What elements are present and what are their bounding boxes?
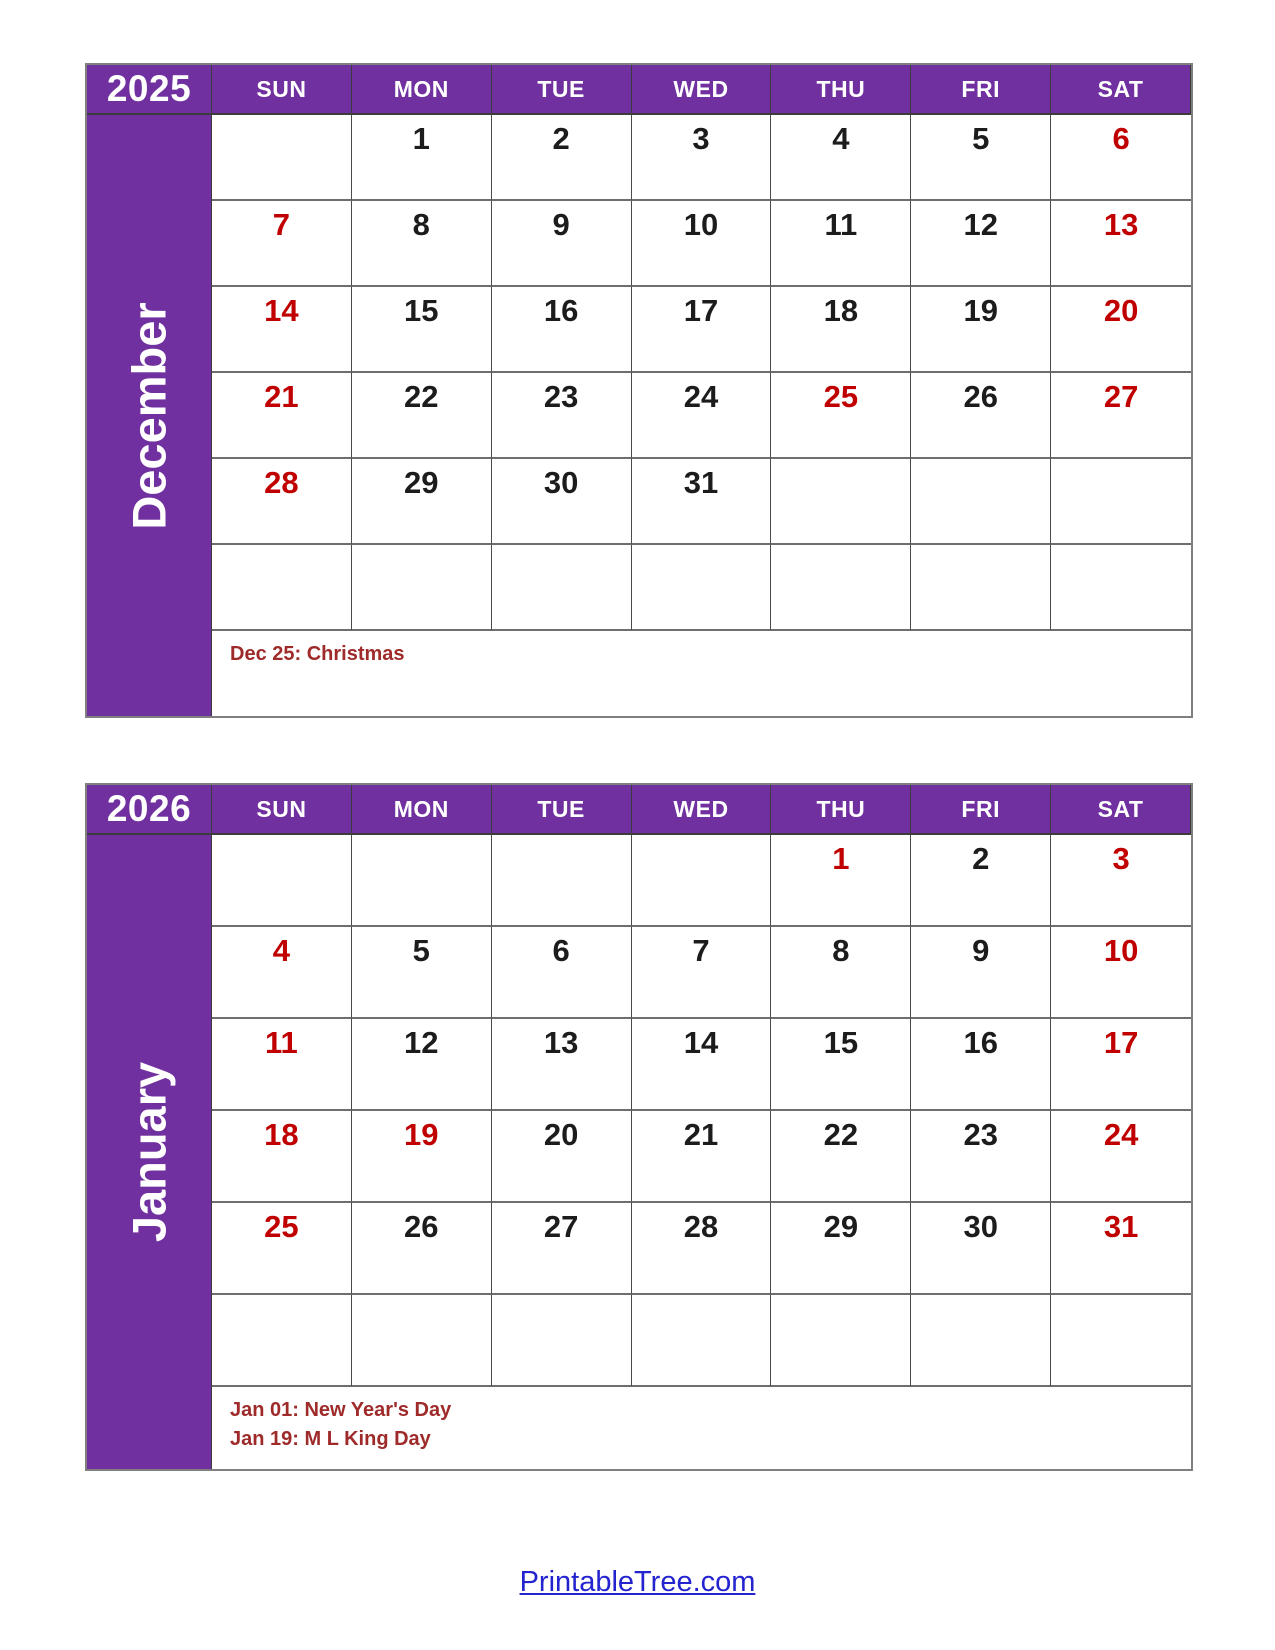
holiday-notes: [212, 631, 1191, 716]
day-header-sun: SUN: [212, 65, 352, 115]
day-header-sat: SAT: [1051, 785, 1191, 835]
day-cell: 12: [911, 201, 1051, 287]
day-cell: 17: [632, 287, 772, 373]
day-cell: 25: [212, 1203, 352, 1295]
day-cell: [771, 1295, 911, 1387]
day-cell: 1: [352, 115, 492, 201]
day-cell: [632, 1295, 772, 1387]
day-header-mon: MON: [352, 785, 492, 835]
footer: [0, 1566, 1275, 1599]
day-cell: [911, 545, 1051, 631]
day-cell: 2: [492, 115, 632, 201]
day-cell: 20: [1051, 287, 1191, 373]
day-header-tue: TUE: [492, 65, 632, 115]
day-cell: [352, 835, 492, 927]
day-cell: 13: [492, 1019, 632, 1111]
day-cell: 11: [771, 201, 911, 287]
day-cell: 26: [352, 1203, 492, 1295]
day-header-fri: FRI: [911, 785, 1051, 835]
day-cell: [911, 1295, 1051, 1387]
day-cell: 21: [212, 373, 352, 459]
month-sidebar: [87, 115, 212, 716]
day-header-tue: TUE: [492, 785, 632, 835]
day-cell: 10: [1051, 927, 1191, 1019]
day-cell: [771, 545, 911, 631]
year-label: 2026: [87, 785, 212, 835]
calendar-january-2026: [85, 783, 1193, 1471]
day-cell: 14: [632, 1019, 772, 1111]
day-cell: 9: [911, 927, 1051, 1019]
day-cell: 7: [632, 927, 772, 1019]
day-cell: 31: [1051, 1203, 1191, 1295]
day-cell: 8: [352, 201, 492, 287]
year-label: 2025: [87, 65, 212, 115]
day-cell: 15: [771, 1019, 911, 1111]
day-header-fri: FRI: [911, 65, 1051, 115]
day-cell: 28: [212, 459, 352, 545]
calendar-december-2025: [85, 63, 1193, 718]
day-cell: 29: [771, 1203, 911, 1295]
footer-link[interactable]: PrintableTree.com: [519, 1566, 756, 1598]
day-cell: 29: [352, 459, 492, 545]
day-cell: [771, 459, 911, 545]
day-cell: 26: [911, 373, 1051, 459]
day-cell: 2: [911, 835, 1051, 927]
day-cell: 27: [1051, 373, 1191, 459]
day-header-sun: SUN: [212, 785, 352, 835]
day-header-wed: WED: [632, 65, 772, 115]
day-cell: 19: [352, 1111, 492, 1203]
month-label: December: [122, 301, 176, 530]
day-cell: 15: [352, 287, 492, 373]
day-cell: [212, 115, 352, 201]
day-cell: 1: [771, 835, 911, 927]
day-cell: 31: [632, 459, 772, 545]
day-cell: 6: [492, 927, 632, 1019]
day-cell: [492, 545, 632, 631]
day-cell: [632, 545, 772, 631]
day-cell: 18: [771, 287, 911, 373]
day-cell: [911, 459, 1051, 545]
day-cell: [492, 835, 632, 927]
day-cell: 3: [632, 115, 772, 201]
day-cell: [632, 835, 772, 927]
day-cell: 12: [352, 1019, 492, 1111]
day-cell: 22: [771, 1111, 911, 1203]
day-cell: 11: [212, 1019, 352, 1111]
day-cell: 5: [911, 115, 1051, 201]
day-cell: 23: [492, 373, 632, 459]
day-cell: [212, 1295, 352, 1387]
day-cell: 6: [1051, 115, 1191, 201]
day-header-thu: THU: [771, 65, 911, 115]
day-cell: [212, 545, 352, 631]
day-cell: 9: [492, 201, 632, 287]
day-cell: 3: [1051, 835, 1191, 927]
day-cell: 30: [911, 1203, 1051, 1295]
day-cell: 13: [1051, 201, 1191, 287]
day-cell: 7: [212, 201, 352, 287]
day-cell: 22: [352, 373, 492, 459]
day-cell: 19: [911, 287, 1051, 373]
day-header-thu: THU: [771, 785, 911, 835]
day-cell: 10: [632, 201, 772, 287]
day-cell: 24: [632, 373, 772, 459]
day-cell: 20: [492, 1111, 632, 1203]
day-cell: 23: [911, 1111, 1051, 1203]
month-sidebar: [87, 835, 212, 1469]
day-cell: 17: [1051, 1019, 1191, 1111]
day-cell: 16: [911, 1019, 1051, 1111]
day-cell: 25: [771, 373, 911, 459]
day-cell: 27: [492, 1203, 632, 1295]
day-cell: [212, 835, 352, 927]
month-label: January: [122, 1061, 176, 1243]
day-cell: [1051, 459, 1191, 545]
day-cell: 14: [212, 287, 352, 373]
day-cell: 21: [632, 1111, 772, 1203]
day-cell: [492, 1295, 632, 1387]
day-cell: 28: [632, 1203, 772, 1295]
day-cell: 5: [352, 927, 492, 1019]
day-cell: [1051, 1295, 1191, 1387]
day-cell: 30: [492, 459, 632, 545]
day-cell: [1051, 545, 1191, 631]
day-cell: 4: [212, 927, 352, 1019]
holiday-note-line: Jan 19: M L King Day: [230, 1428, 431, 1450]
holiday-note-line: Dec 25: Christmas: [230, 643, 405, 665]
day-header-mon: MON: [352, 65, 492, 115]
day-header-wed: WED: [632, 785, 772, 835]
day-cell: 18: [212, 1111, 352, 1203]
holiday-note-line: Jan 01: New Year's Day: [230, 1399, 452, 1421]
day-cell: 24: [1051, 1111, 1191, 1203]
day-cell: 4: [771, 115, 911, 201]
day-cell: 16: [492, 287, 632, 373]
day-cell: [352, 545, 492, 631]
holiday-notes: [212, 1387, 1191, 1469]
day-header-sat: SAT: [1051, 65, 1191, 115]
day-cell: [352, 1295, 492, 1387]
day-cell: 8: [771, 927, 911, 1019]
